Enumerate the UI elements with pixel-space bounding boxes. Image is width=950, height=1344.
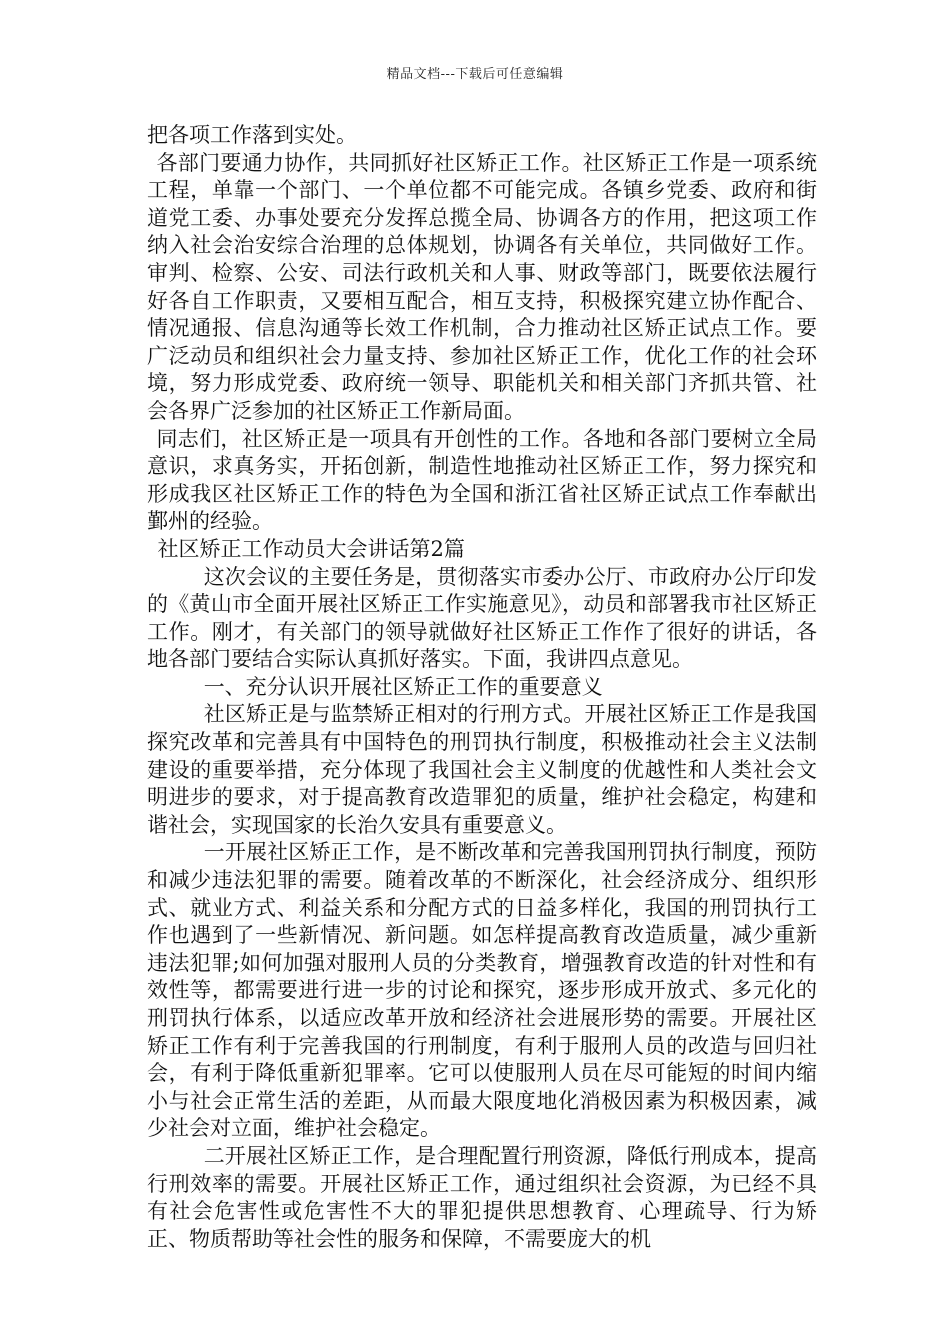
paragraph: 社区矫正是与监禁矫正相对的行刑方式。开展社区矫正工作是我国探究改革和完善具有中国特色的刑罚执行制度，积极推动社会主义法制建设的重要举措，充分体现了我国社会主义制度的优越性和人类社会文明进步的要求，对于提高教育改造罪犯的质量，维护社会稳定，构建和谐社会，实现国家的长治久安具有重要意义。	[147, 702, 817, 837]
paragraph: 同志们，社区矫正是一项具有开创性的工作。各地和各部门要树立全局意识，求真务实，开拓创新，制造性地推动社区矫正工作，努力探究和形成我区社区矫正工作的特色为全国和浙江省社区矫正试点工作奉献出鄞州的经验。	[147, 426, 817, 534]
paragraph: 二开展社区矫正工作，是合理配置行刑资源，降低行刑成本，提高行刑效率的需要。开展社区矫正工作，通过组织社会资源，为已经不具有社会危害性或危害性不大的罪犯提供思想教育、心理疏导、行为矫正、物质帮助等社会性的服务和保障，不需要庞大的机	[147, 1143, 817, 1251]
document-body	[147, 122, 817, 1253]
paragraph: 各部门要通力协作，共同抓好社区矫正工作。社区矫正工作是一项系统工程，单靠一个部门、一个单位都不可能完成。各镇乡党委、政府和街道党工委、办事处要充分发挥总揽全局、协调各方的作用，把这项工作纳入社会治安综合治理的总体规划，协调各有关单位，共同做好工作。审判、检察、公安、司法行政机关和人事、财政等部门，既要依法履行好各自工作职责，又要相互配合，相互支持，积极探究建立协作配合、情况通报、信息沟通等长效工作机制，合力推动社区矫正试点工作。要广泛动员和组织社会力量支持、参加社区矫正工作，优化工作的社会环境，努力形成党委、政府统一领导、职能机关和相关部门齐抓共管、社会各界广泛参加的社区矫正工作新局面。	[147, 150, 817, 423]
section-heading: 社区矫正工作动员大会讲话第2篇	[157, 536, 465, 561]
paragraph: 这次会议的主要任务是，贯彻落实市委办公厅、市政府办公厅印发的《黄山市全面开展社区矫正工作实施意见》，动员和部署我市社区矫正工作。刚才，有关部门的领导就做好社区矫正工作作了很好的讲话，各地各部门要结合实际认真抓好落实。下面，我讲四点意见。	[147, 564, 817, 672]
page-header: 精品文档---下载后可任意编辑	[386, 67, 564, 82]
paragraph: 把各项工作落到实处。	[147, 123, 357, 147]
paragraph: 一开展社区矫正工作，是不断改革和完善我国刑罚执行制度，预防和减少违法犯罪的需要。随着改革的不断深化，社会经济成分、组织形式、就业方式、利益关系和分配方式的日益多样化，我国的刑罚执行工作也遇到了一些新情况、新问题。如怎样提高教育改造质量，减少重新违法犯罪;如何加强对服刑人员的分类教育，增强教育改造的针对性和有效性等，都需要进行进一步的讨论和探究，逐步形成开放式、多元化的刑罚执行体系，以适应改革开放和经济社会进展形势的需要。开展社区矫正工作有利于完善我国的行刑制度，有利于服刑人员的改造与回归社会，有利于降低重新犯罪率。它可以使服刑人员在尽可能短的时间内缩小与社会正常生活的差距，从而最大限度地化消极因素为积极因素，减少社会对立面，维护社会稳定。	[147, 840, 817, 1141]
paragraph: 一、充分认识开展社区矫正工作的重要意义	[203, 674, 603, 699]
